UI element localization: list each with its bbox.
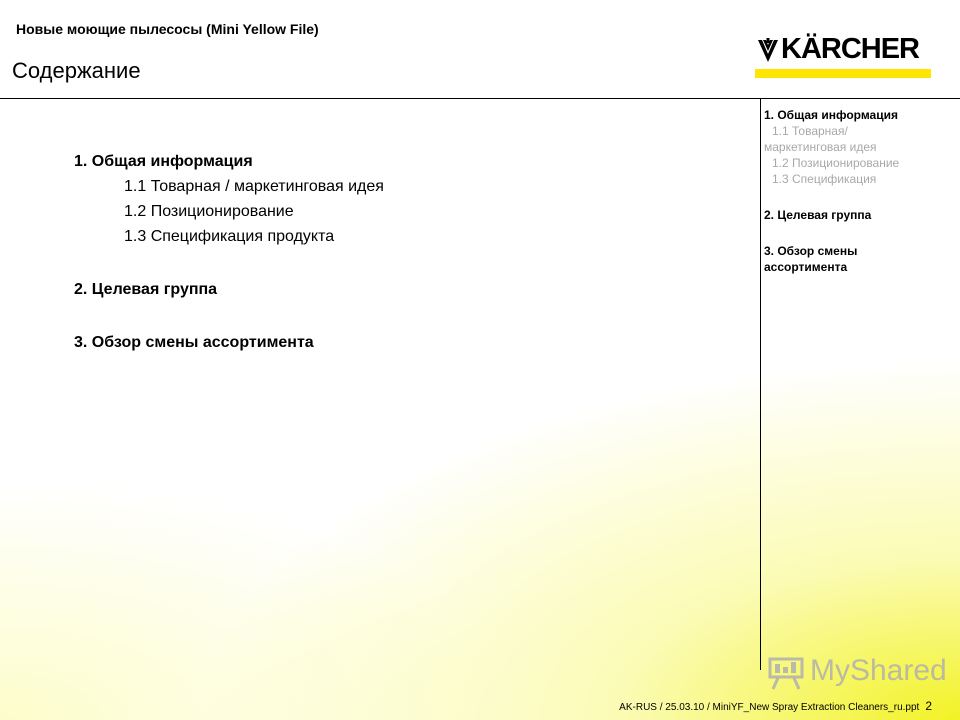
toc-item-product-idea[interactable]: 1.1 Товарная / маркетинговая идея xyxy=(124,178,384,195)
toc-item-product-spec[interactable]: 1.3 Спецификация продукта xyxy=(124,228,335,245)
toc-item-target-group[interactable]: 2. Целевая группа xyxy=(74,281,218,298)
sidebar-divider xyxy=(760,98,761,670)
table-of-contents xyxy=(74,152,384,358)
header-divider xyxy=(0,98,960,99)
sidebar-item-product-idea-cont[interactable]: маркетинговая идея xyxy=(764,140,877,154)
presentation-board-icon xyxy=(766,656,806,690)
toc-item-assortment-overview[interactable]: 3. Обзор смены ассортимента xyxy=(74,334,314,351)
sidebar-item-specification[interactable]: 1.3 Спецификация xyxy=(772,172,877,186)
watermark-text: MyShared xyxy=(810,654,947,687)
page-number: 2 xyxy=(925,699,932,713)
section-title: Содержание xyxy=(12,58,141,83)
sidebar-item-assortment-overview[interactable]: 3. Обзор смены xyxy=(764,244,858,258)
myshared-watermark xyxy=(766,654,947,690)
sidebar-nav xyxy=(764,107,956,275)
document-header-title: Новые моющие пылесосы (Mini Yellow File) xyxy=(16,21,319,37)
sidebar-item-general-info[interactable]: 1. Общая информация xyxy=(764,108,898,122)
toc-item-positioning[interactable]: 1.2 Позиционирование xyxy=(124,203,294,220)
karcher-logo-text: KÄRCHER xyxy=(781,33,919,65)
toc-item-general-info[interactable]: 1. Общая информация xyxy=(74,153,253,170)
footer-source: AK-RUS / 25.03.10 / MiniYF_New Spray Extraction Cleaners_ru. xyxy=(619,702,906,713)
sidebar-item-positioning[interactable]: 1.2 Позиционирование xyxy=(772,156,900,170)
slide-footer xyxy=(619,699,932,713)
karcher-logo xyxy=(755,33,931,78)
karcher-logo-bar xyxy=(755,69,931,78)
sidebar-item-target-group[interactable]: 2. Целевая группа xyxy=(764,208,872,222)
footer-ext: ppt xyxy=(905,702,920,713)
sidebar-item-assortment-overview-cont[interactable]: ассортимента xyxy=(764,260,848,274)
karcher-emblem-icon xyxy=(757,38,779,64)
sidebar-item-product-idea[interactable]: 1.1 Товарная/ xyxy=(772,124,848,138)
